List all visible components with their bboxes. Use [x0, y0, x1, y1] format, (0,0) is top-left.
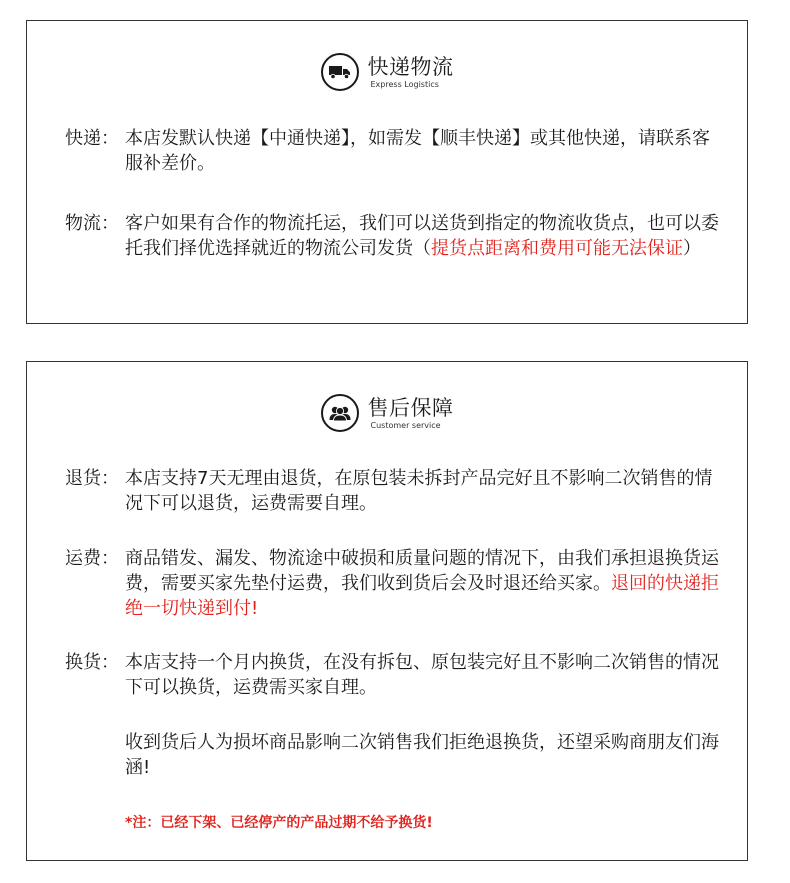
express-logistics-card [26, 20, 748, 324]
logistics-tail: ） [683, 238, 701, 259]
exchange-label: 换货： [65, 652, 119, 673]
express-card-subtitle: Express Logistics [370, 79, 439, 89]
express-label: 快递： [65, 128, 119, 149]
return-text: 本店支持7天无理由退货，在原包装未拆封产品完好且不影响二次销售的情况下可以退货，运费需要自理。 [125, 468, 713, 514]
shipping-fee-body [125, 546, 725, 621]
shipping-fee-label: 运费： [65, 548, 119, 569]
after-sale-card [26, 361, 748, 861]
aftersale-header-text [368, 396, 454, 431]
aftersale-card-title: 售后保障 [367, 395, 454, 420]
logistics-body [125, 211, 725, 261]
no-exchange-note: *注：已经下架、已经停产的产品过期不给予换货! [125, 815, 433, 831]
express-card-header [27, 53, 747, 91]
aftersale-card-header [27, 394, 747, 432]
logistics-highlight: 提货点距离和费用可能无法保证 [431, 238, 683, 259]
truck-icon [321, 53, 359, 91]
return-label: 退货： [65, 468, 119, 489]
express-text: 本店发默认快递【中通快递】，如需发【顺丰快递】或其他快递，请联系客服补差价。 [125, 128, 710, 174]
exchange-text: 本店支持一个月内换货，在没有拆包、原包装完好且不影响二次销售的情况下可以换货，运费需买家自理。 [125, 652, 719, 698]
express-header-text [368, 55, 454, 90]
express-card-title: 快递物流 [367, 54, 454, 79]
return-section [65, 466, 725, 516]
shipping-fee-text: 商品错发、漏发、物流途中破损和质量问题的情况下，由我们承担退换货运费，需要买家先垫付运费，我们收到货后会及时退还给买家。 [125, 548, 719, 594]
shipping-fee-highlight: 退回的快递拒绝一切快递到付! [125, 573, 719, 619]
shipping-fee-section [65, 546, 725, 621]
damage-section [65, 730, 725, 780]
users-icon [321, 394, 359, 432]
exchange-section [65, 650, 725, 700]
logistics-section [65, 211, 725, 261]
logistics-label: 物流： [65, 213, 119, 234]
damage-text: 收到货后人为损坏商品影响二次销售我们拒绝退换货，还望采购商朋友们海涵! [125, 732, 719, 778]
aftersale-card-subtitle: Customer service [370, 420, 441, 430]
logistics-text: 客户如果有合作的物流托运，我们可以送货到指定的物流收货点，也可以委托我们择优选择就近的物流公司发货（ [125, 213, 719, 259]
damage-label-spacer [65, 730, 125, 780]
express-section [65, 126, 725, 176]
